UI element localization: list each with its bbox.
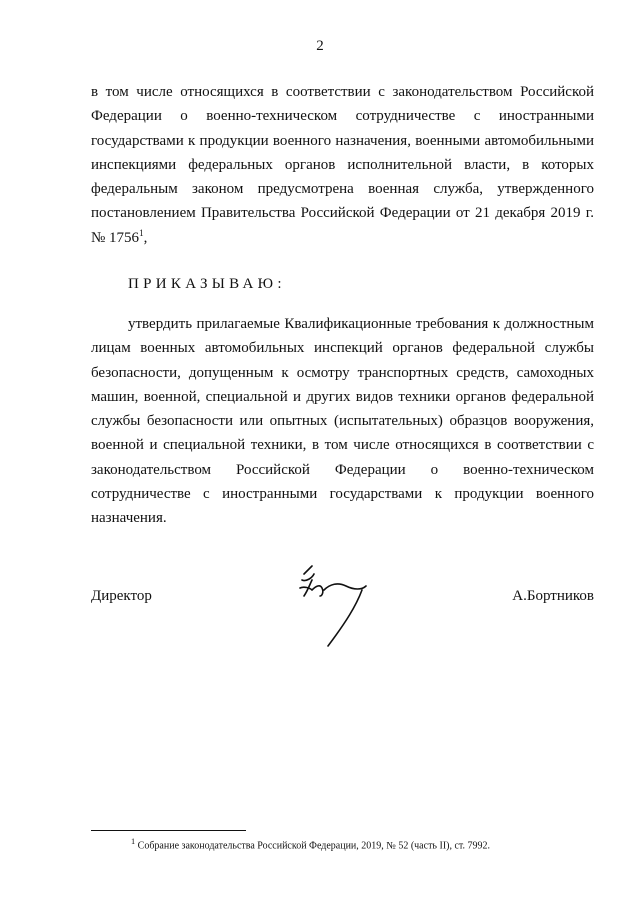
- footnote: [131, 837, 490, 851]
- footnote-reference: 1: [139, 227, 144, 238]
- footnote-separator: [91, 830, 246, 831]
- footnote-marker: 1: [131, 837, 136, 846]
- page-number: 2: [316, 38, 324, 54]
- paragraph-continuation: [91, 80, 594, 250]
- order-heading: ПРИКАЗЫВАЮ:: [128, 276, 286, 292]
- handwritten-signature: [290, 560, 380, 650]
- footnote-text: Собрание законодательства Российской Федерации, 2019, № 52 (часть II), ст. 7992.: [135, 840, 491, 852]
- signatory-name: А.Бортников: [512, 588, 594, 604]
- paragraph-continuation-tail: ,: [143, 229, 148, 246]
- order-paragraph: утвердить прилагаемые Квалификационные требования к должностным лицам военных автомобильных инспекций органов федеральной службы безопасности, допущенным к осмотру транспортных средств, самоходных машин, военной, специальной и других видов техники органов федеральной службы безопасности или опытных (испытательных) образцов вооружения, военной и специальной техники, в том числе относящихся в соответствии с законодательством Российской Федерации о военно-техническом сотрудничестве с иностранными государствами к продукции военного назначения.: [91, 316, 594, 527]
- signatory-position: Директор: [91, 588, 152, 604]
- paragraph-continuation-text: в том числе относящихся в соответствии с законодательством Российской Федерации о военно-техническом сотрудничестве с иностранными государствами к продукции военного назначения, военными автомобильными инспекциями федеральных органов исполнительной власти, в которых федеральным законом предусмотрена военная служба, утвержденного постановлением Правительства Российской Федерации от 21 декабря 2019 г. № 1756: [91, 84, 594, 246]
